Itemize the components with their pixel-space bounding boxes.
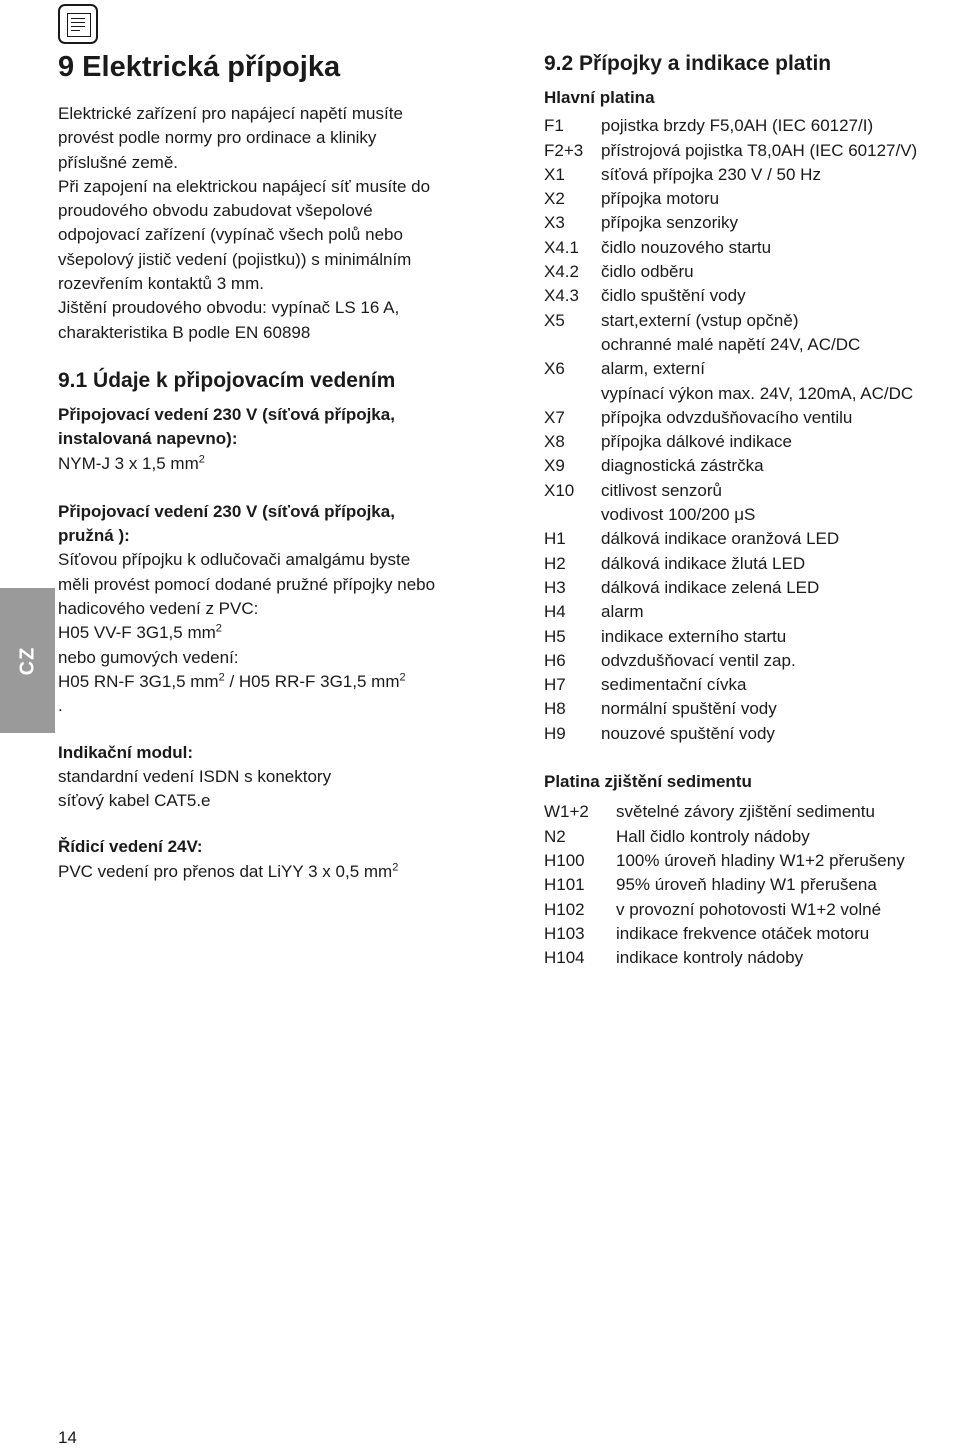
flexible-cable-heading: Připojovací vedení 230 V (síťová přípojka,	[58, 501, 395, 521]
flexible-cable-heading: pružná ):	[58, 526, 130, 546]
list-item: H101 95% úroveň hladiny W1 přerušena	[544, 875, 877, 895]
intro-line: odpojovací zařízení (vypínač všech polů nebo	[58, 225, 403, 245]
intro-line: Při zapojení na elektrickou napájecí síť musíte do	[58, 176, 431, 196]
intro-line: Elektrické zařízení pro napájecí napětí musíte	[58, 104, 403, 123]
list-item: F1 pojistka brzdy F5,0AH (IEC 60127/I)	[544, 116, 874, 136]
indication-line: standardní vedení ISDN s konektory	[58, 766, 332, 786]
list-item: ochranné malé napětí 24V, AC/DC	[601, 334, 861, 354]
connections-title: 9.2 Přípojky a indikace platin	[544, 52, 832, 75]
control-heading: Řídicí vedení 24V:	[58, 837, 203, 857]
flexible-text-line: hadicového vedení z PVC:	[58, 599, 259, 619]
intro-line: proudového obvodu zabudovat všepolové	[58, 201, 373, 221]
list-item: H1 dálková indikace oranžová LED	[544, 529, 840, 549]
list-item: H6 odvzdušňovací ventil zap.	[544, 650, 796, 670]
list-item: H104 indikace kontroly nádoby	[544, 948, 804, 968]
list-item: vypínací výkon max. 24V, 120mA, AC/DC	[601, 383, 914, 403]
fixed-cable-heading: instalovaná napevno):	[58, 429, 238, 449]
flexible-text-line: Síťovou přípojku k odlučovači amalgámu byste	[58, 550, 411, 570]
intro-line: rozevřením kontaktů 3 mm.	[58, 274, 264, 294]
language-tab-label: CZ	[16, 646, 38, 675]
page-number: 14	[58, 1428, 77, 1447]
list-item: X2 přípojka motoru	[544, 189, 720, 209]
intro-line: příslušné země.	[58, 152, 178, 172]
list-item: H3 dálková indikace zelená LED	[544, 577, 820, 597]
list-item: H100 100% úroveň hladiny W1+2 přerušeny	[544, 850, 905, 870]
flexible-or-line: nebo gumových vedení:	[58, 647, 239, 667]
list-item: H2 dálková indikace žlutá LED	[544, 553, 806, 573]
list-item: H102 v provozní pohotovosti W1+2 volné	[544, 899, 882, 919]
intro-line: charakteristika B podle EN 60898	[58, 322, 311, 342]
intro-text	[58, 102, 498, 345]
list-item: X10 citlivost senzorů	[544, 480, 722, 500]
list-item: X6 alarm, externí	[544, 359, 705, 379]
page-title: 9 Elektrická přípojka	[58, 51, 341, 83]
list-item: X9 diagnostická zástrčka	[544, 456, 764, 476]
right-column	[544, 48, 960, 970]
flexible-dot: .	[58, 696, 63, 716]
document-icon	[58, 4, 98, 44]
list-item: H5 indikace externího startu	[544, 626, 787, 646]
control-value: PVC vedení pro přenos dat LiYY 3 x 0,5 $mm^2$	[58, 861, 399, 881]
fixed-cable-value: NYM-J 3 x 1,5 $mm^2$	[58, 452, 205, 473]
list-item: X8 přípojka dálkové indikace	[544, 432, 792, 452]
list-item: F2+3 přístrojová pojistka T8,0AH (IEC 60127/V)	[544, 140, 918, 160]
section-title: 9.1 Údaje k připojovacím vedením	[58, 368, 396, 392]
main-board-list	[544, 114, 960, 746]
flexible-cable-rubber: H05 RN-F 3G1,5 $mm^2 / H05$ RR-F 3G1,5 $mm^2$	[58, 671, 406, 691]
indication-heading: Indikační modul:	[58, 742, 194, 762]
list-item: H4 alarm	[544, 602, 644, 622]
intro-line: všepolový jistič vedení (pojistku)) s minimálním	[58, 249, 412, 269]
list-item: X4.3 čidlo spuštění vody	[544, 286, 746, 306]
list-item: X1 síťová přípojka 230 V / 50 Hz	[544, 164, 821, 184]
list-item: W1+2 světelné závory zjištění sedimentu	[544, 802, 875, 822]
left-column	[58, 48, 498, 884]
list-item: H8 normální spuštění vody	[544, 699, 777, 719]
list-item: X3 přípojka senzoriky	[544, 213, 739, 233]
flexible-cable-pvc: H05 VV-F 3G1,5 $mm^2$	[58, 622, 222, 643]
list-item: X4.1 čidlo nouzového startu	[544, 237, 772, 257]
sediment-board-heading: Platina zjištění sedimentu	[544, 772, 752, 792]
list-item: X7 přípojka odvzdušňovacího ventilu	[544, 407, 853, 427]
flexible-text-line: měli provést pomocí dodané pružné přípojky nebo	[58, 574, 436, 594]
list-item: H103 indikace frekvence otáček motoru	[544, 923, 870, 943]
list-item: X5 start,externí (vstup opčně)	[544, 310, 799, 330]
indication-line: síťový kabel CAT5.e	[58, 791, 211, 811]
fixed-cable-heading: Připojovací vedení 230 V (síťová přípojka,	[58, 404, 395, 424]
list-item: X4.2 čidlo odběru	[544, 262, 694, 282]
list-item: vodivost 100/200 μS	[601, 505, 756, 525]
sediment-board-list	[544, 800, 960, 970]
list-item: H9 nouzové spuštění vody	[544, 723, 775, 743]
list-item: N2 Hall čidlo kontroly nádoby	[544, 826, 810, 846]
main-board-heading: Hlavní platina	[544, 88, 655, 107]
list-item: H7 sedimentační cívka	[544, 675, 747, 695]
intro-line: Jištění proudového obvodu: vypínač LS 16 A,	[58, 298, 400, 318]
language-tab	[0, 588, 55, 733]
intro-line: provést podle normy pro ordinace a kliniky	[58, 128, 377, 148]
